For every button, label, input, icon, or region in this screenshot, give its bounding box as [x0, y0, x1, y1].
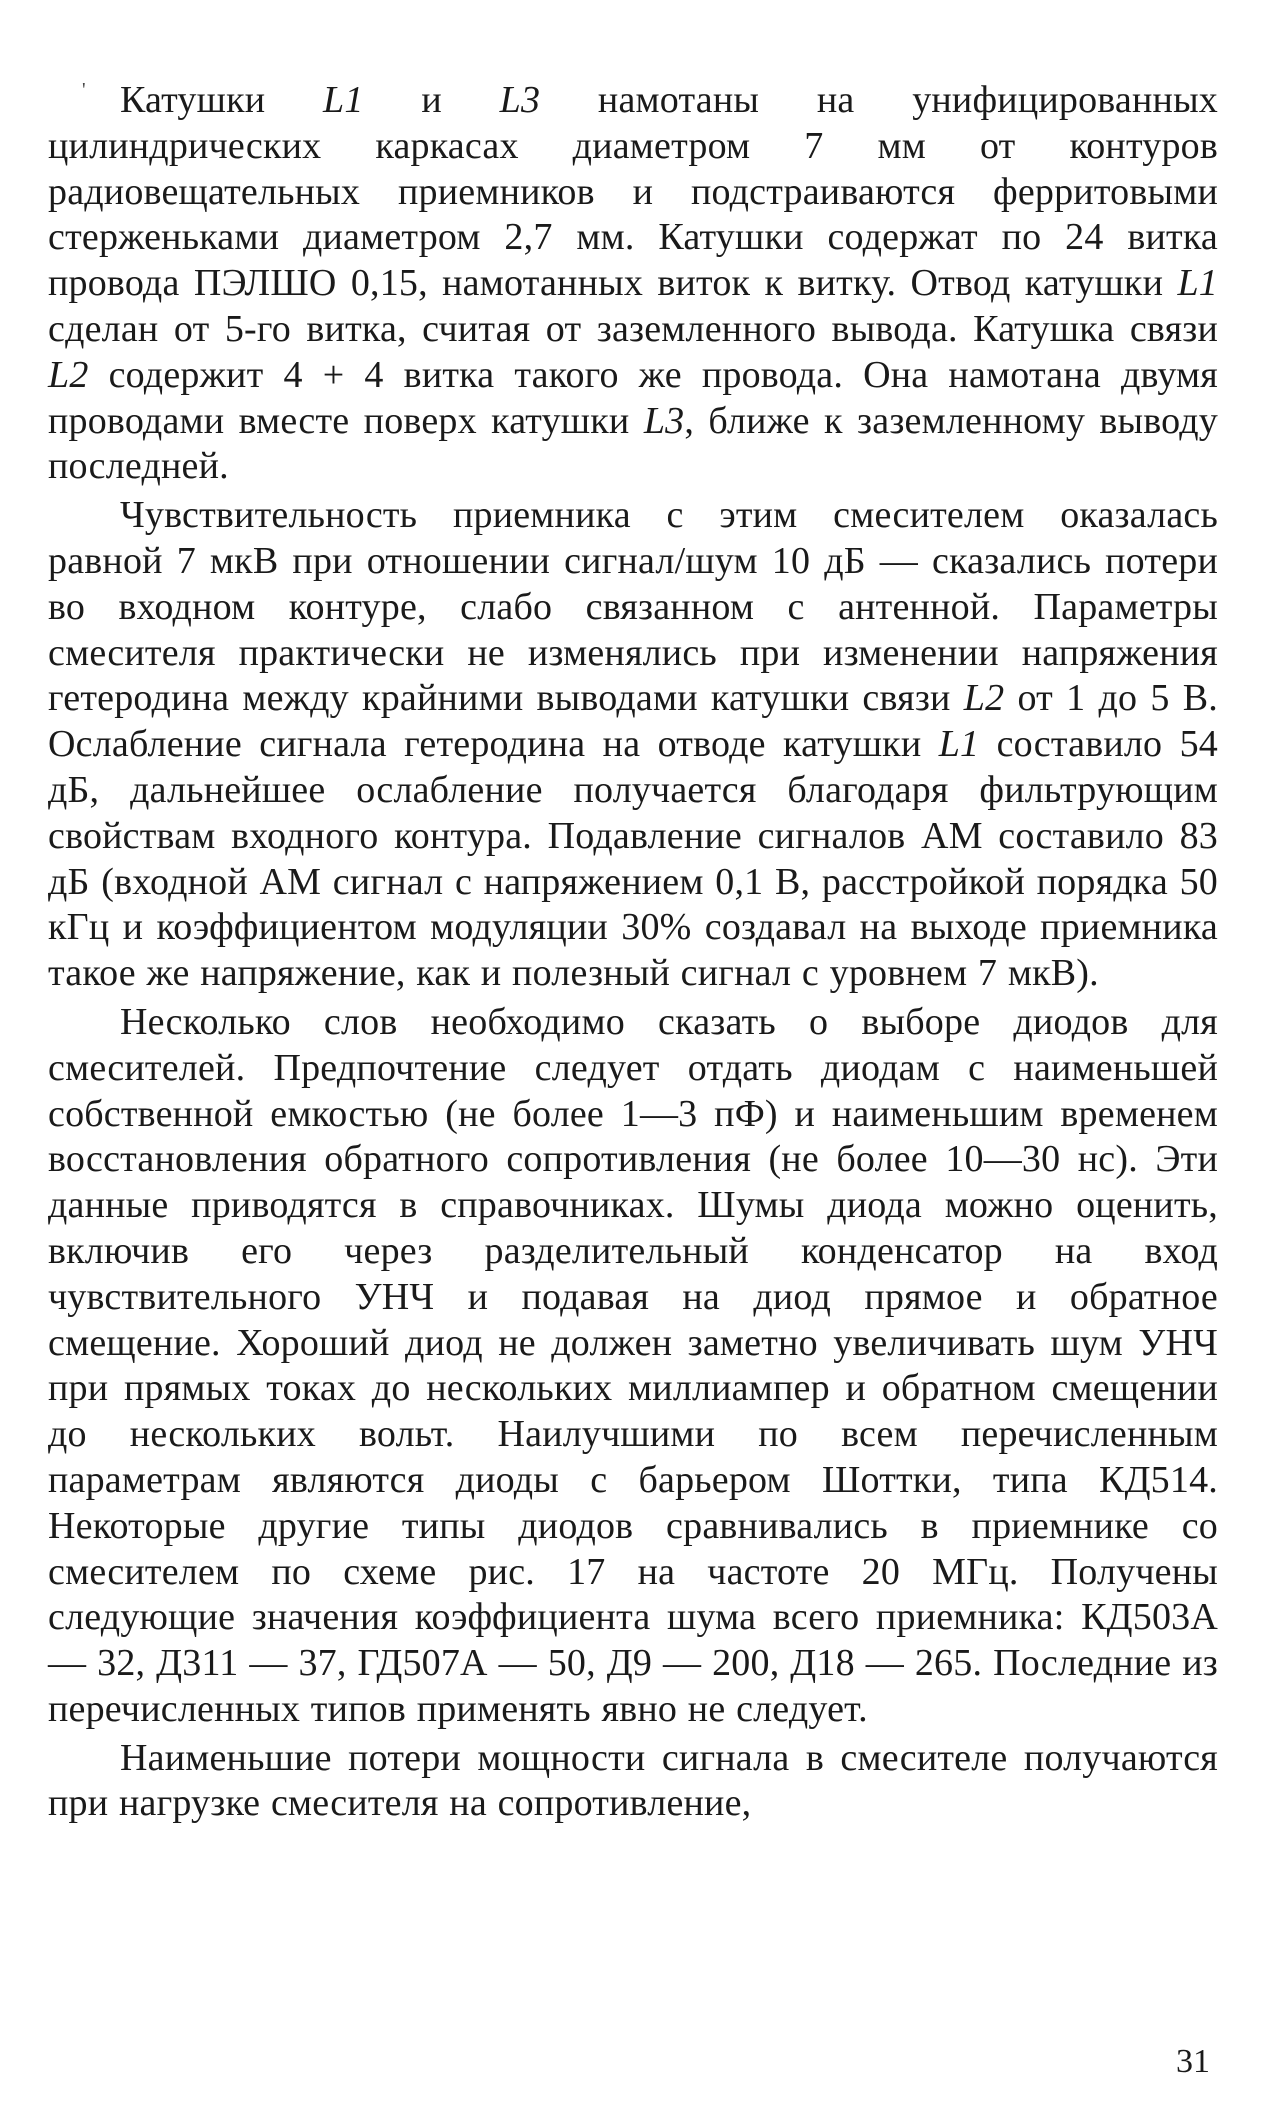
text-segment: сделан от 5-го витка, считая от заземленного вывода. Катушка связи: [48, 307, 1218, 350]
coil-label: L2: [963, 677, 1005, 720]
text-segment: Чувствительность приемника с этим смесителем оказалась равной 7 мкВ при отношении сигнал/шум 10 дБ — сказались потери во входном контуре, слабо связанном с антенной. Параметры смесителя практически не изменялись при изменении напряжения гетеродина между крайними выводами катушки связи: [48, 494, 1218, 720]
coil-label: L1: [323, 79, 364, 121]
coil-label: L3: [643, 399, 685, 442]
paragraph-power-losses: [48, 1736, 1218, 1828]
text-segment: , ближе к заземленному выводу последней.: [48, 399, 1218, 488]
paragraph-sensitivity: [48, 493, 1218, 997]
coil-label: L1: [1177, 262, 1218, 305]
coil-label: L2: [48, 353, 89, 396]
page-number: 31: [1176, 2043, 1210, 2080]
coil-label: L1: [938, 723, 980, 766]
paragraph-diode-selection: [48, 1000, 1218, 1733]
text-segment: содержит 4 + 4 витка такого же провода. Она намотана двумя проводами вместе поверх катушки: [48, 353, 1218, 442]
coil-label: L3: [499, 79, 541, 121]
text-segment: Катушки: [120, 79, 324, 121]
text-segment: составило 54 дБ, дальнейшее ослабление получается благодаря фильтрующим свойствам входного контура. Подавление сигналов АМ составило 83 дБ (входной АМ сигнал с напряжением 0,1 В, расстройкой порядка 50 кГц и коэффициентом модуляции 30% создавал на выходе приемника такое же напряжение, как и полезный сигнал с уровнем 7 мкВ).: [48, 723, 1218, 995]
text-segment: намотаны на унифицированных цилиндрических каркасах диаметром 7 мм от контуров радиовещательных приемников и подстраиваются ферритовыми стерженьками диаметром 2,7 мм. Катушки содержат по 24 витка провода ПЭЛШО 0,15, намотанных виток к витку. Отвод катушки: [48, 79, 1219, 305]
paragraph-coils: [48, 78, 1218, 490]
text-segment: и: [363, 79, 500, 121]
text-segment: Наименьшие потери мощности сигнала в смесителе получаются при нагрузке смесителя на сопротивление,: [48, 1736, 1218, 1825]
corner-mark: ': [82, 79, 86, 101]
text-segment: Несколько слов необходимо сказать о выборе диодов для смесителей. Предпочтение следует отдать диодам с наименьшей собственной емкостью (не более 1—3 пФ) и наименьшим временем восстановления обратного сопротивления (не более 10—30 нс). Эти данные приводятся в справочниках. Шумы диода можно оценить, включив его через разделительный конденсатор на вход чувствительного УНЧ и подавая на диод прямое и обратное смещение. Хороший диод не должен заметно увеличивать шум УНЧ при прямых токах до нескольких миллиампер и обратном смещении до нескольких вольт. Наилучшими по всем перечисленным параметрам являются диоды с барьером Шоттки, типа КД514. Некоторые другие типы диодов сравнивались в приемнике со смесителем по схеме рис. 17 на частоте 20 МГц. Получены следующие значения коэффициента шума всего приемника: КД503А — 32, Д311 — 37, ГД507А — 50, Д9 — 200, Д18 — 265. Последние из перечисленных типов применять явно не следует.: [48, 1000, 1218, 1730]
text-segment: от 1 до 5 В. Ослабление сигнала гетеродина на отводе катушки: [48, 677, 1218, 766]
page-body: [48, 78, 1218, 1827]
